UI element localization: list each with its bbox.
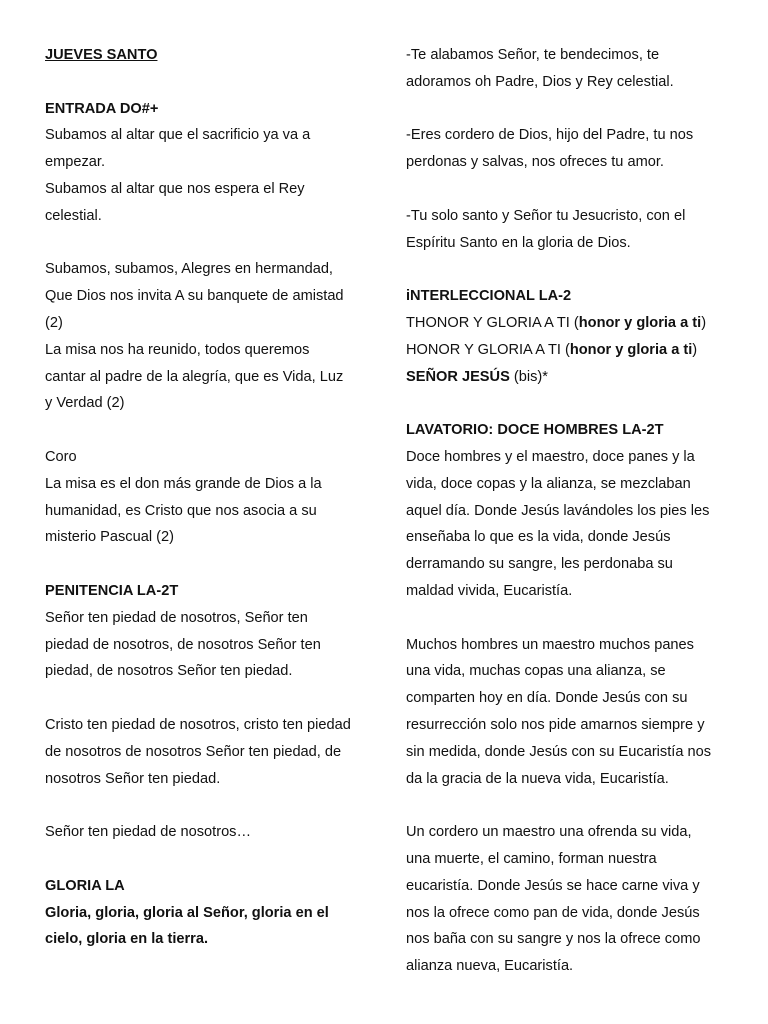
lyric-line: adoramos oh Padre, Dios y Rey celestial.: [406, 73, 674, 90]
section-heading-gloria: GLORIA LA: [45, 877, 125, 894]
lyric-line-bold: cielo, gloria en la tierra.: [45, 931, 209, 948]
lyric-line: nosotros Señor ten piedad.: [45, 770, 221, 787]
lyric-line: Muchos hombres un maestro muchos panes: [406, 636, 694, 653]
lyric-line: Subamos al altar que nos espera el Rey: [45, 180, 305, 197]
lyric-line: (2): [45, 314, 63, 331]
lyric-line: aquel día. Donde Jesús lavándoles los pies les: [406, 502, 710, 519]
lyric-line: piedad de nosotros, de nosotros Señor ten: [45, 636, 321, 653]
spacer: [45, 685, 367, 712]
lyric-line: Señor ten piedad de nosotros…: [45, 824, 252, 841]
lyric-line: Un cordero un maestro una ofrenda su vida,: [406, 824, 692, 841]
lyric-line-bold: Gloria, gloria, gloria al Señor, gloria en el: [45, 904, 329, 921]
lyric-line: Subamos al altar que el sacrificio ya va a: [45, 127, 311, 144]
lyric-line-mixed: [406, 364, 728, 391]
lyric-line: nos baña con su sangre y nos la ofrece como: [406, 931, 701, 948]
line-text: HONOR Y GLORIA A TI (: [406, 341, 570, 358]
lyric-line: Señor ten piedad de nosotros, Señor ten: [45, 609, 308, 626]
lyric-line-mixed: [406, 310, 728, 337]
lyric-line: maldad vivida, Eucaristía.: [406, 582, 573, 599]
lyric-line: humanidad, es Cristo que nos asocia a su: [45, 502, 317, 519]
spacer: [406, 390, 728, 417]
lyric-line: comparten hoy en día. Donde Jesús con su: [406, 690, 688, 707]
spacer: [406, 605, 728, 632]
line-text: THONOR Y GLORIA A TI (: [406, 314, 579, 331]
section-heading-entrada: ENTRADA DO#+: [45, 100, 159, 117]
lyric-line: una vida, muchas copas una alianza, se: [406, 663, 666, 680]
spacer: [45, 230, 367, 257]
lyric-line: misterio Pascual (2): [45, 529, 174, 546]
lyric-line-mixed: [406, 337, 728, 364]
line-text: ): [692, 341, 698, 358]
lyric-line: -Eres cordero de Dios, hijo del Padre, tu nos: [406, 127, 694, 144]
line-text-bold: SEÑOR JESÚS: [406, 368, 510, 385]
lyric-line: eucaristía. Donde Jesús se hace carne viva y: [406, 877, 700, 894]
lyric-line: celestial.: [45, 207, 102, 224]
section-heading-interleccional: iNTERLECCIONAL LA-2: [406, 288, 572, 305]
section-heading-lavatorio: LAVATORIO: DOCE HOMBRES LA-2T: [406, 422, 664, 439]
document-title: JUEVES SANTO: [45, 47, 158, 63]
spacer: [406, 256, 728, 283]
lyric-line: -Tu solo santo y Señor tu Jesucristo, con el: [406, 207, 686, 224]
lyric-line: Que Dios nos invita A su banquete de amistad: [45, 288, 344, 305]
spacer: [406, 792, 728, 819]
lyric-line: de nosotros de nosotros Señor ten piedad, de: [45, 743, 342, 760]
line-text: (bis)*: [509, 368, 548, 385]
lyric-line: cantar al padre de la alegría, que es Vida, Luz: [45, 368, 344, 385]
lyric-line: y Verdad (2): [45, 395, 125, 412]
spacer: [406, 96, 728, 123]
lyric-line-coro: Coro: [45, 448, 77, 465]
lyric-line: empezar.: [45, 154, 106, 171]
lyric-line: Cristo ten piedad de nosotros, cristo ten piedad: [45, 716, 351, 733]
lyric-line: nos la ofrece como pan de vida, donde Jesús: [406, 904, 700, 921]
lyric-line: La misa es el don más grande de Dios a la: [45, 475, 322, 492]
lyric-line: Subamos, subamos, Alegres en hermandad,: [45, 261, 333, 278]
section-heading-penitencia: PENITENCIA LA-2T: [45, 582, 179, 599]
spacer: [406, 176, 728, 203]
lyric-line: perdonas y salvas, nos ofreces tu amor.: [406, 154, 664, 171]
lyric-line: -Te alabamos Señor, te bendecimos, te: [406, 47, 660, 63]
line-text: ): [701, 314, 707, 331]
spacer: [45, 846, 367, 873]
lyric-line: piedad, de nosotros Señor ten piedad.: [45, 663, 293, 680]
lyric-line: enseñaba lo que es la vida, donde Jesús: [406, 529, 671, 546]
lyric-line: alianza nueva, Eucaristía.: [406, 958, 574, 975]
lyric-line: sin medida, donde Jesús con su Eucaristía nos: [406, 743, 712, 760]
lyric-line: resurrección solo nos pide amarnos siempre y: [406, 716, 705, 733]
line-response-bold: honor y gloria a ti: [569, 341, 693, 358]
lyric-line: Doce hombres y el maestro, doce panes y la: [406, 448, 695, 465]
lyric-line: La misa nos ha reunido, todos queremos: [45, 341, 310, 358]
spacer: [45, 551, 367, 578]
right-column: [406, 42, 728, 980]
spacer: [45, 417, 367, 444]
spacer: [45, 792, 367, 819]
lyric-line: derramando su sangre, les perdonaba su: [406, 556, 673, 573]
left-column: [45, 42, 367, 953]
lyric-line: Espíritu Santo en la gloria de Dios.: [406, 234, 631, 251]
line-response-bold: honor y gloria a ti: [578, 314, 702, 331]
lyric-line: vida, doce copas y la alianza, se mezclaban: [406, 475, 691, 492]
lyric-line: una muerte, el camino, forman nuestra: [406, 850, 657, 867]
spacer: [45, 69, 367, 96]
lyric-line: da la gracia de la nueva vida, Eucaristía.: [406, 770, 669, 787]
